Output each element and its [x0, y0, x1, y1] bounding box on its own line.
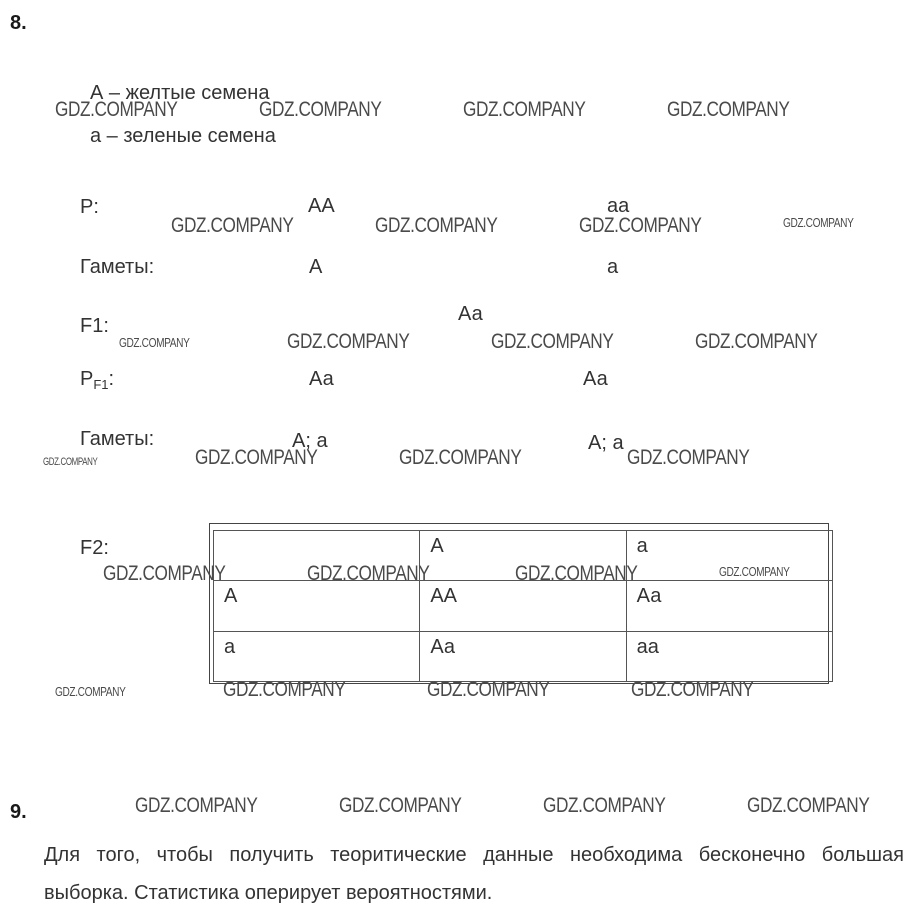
- watermark: GDZ.COMPANY: [223, 678, 346, 701]
- punnett-cell: а: [626, 531, 832, 581]
- gametes-2-right: А; а: [588, 432, 624, 454]
- punnett-square: [213, 530, 833, 682]
- watermark: GDZ.COMPANY: [55, 98, 178, 121]
- watermark: GDZ.COMPANY: [339, 794, 462, 817]
- f2-label: F2:: [80, 537, 109, 559]
- p-label: P:: [80, 196, 99, 218]
- watermark: GDZ.COMPANY: [399, 446, 522, 469]
- watermark: GDZ.COMPANY: [631, 678, 754, 701]
- punnett-cell: А: [214, 581, 420, 631]
- watermark: GDZ.COMPANY: [307, 562, 430, 585]
- watermark: GDZ.COMPANY: [695, 330, 818, 353]
- punnett-cell: а: [214, 631, 420, 681]
- task-9-answer: Для того, чтобы получить теоритические данные необходима бесконечно большая выборка. Статистика оперирует вероятностями.: [44, 844, 904, 904]
- punnett-row: [214, 581, 833, 631]
- pf1-label-main: P: [80, 368, 94, 390]
- punnett-cell: АА: [420, 581, 626, 631]
- watermark: GDZ.COMPANY: [579, 214, 702, 237]
- watermark: GDZ.COMPANY: [55, 684, 126, 699]
- watermark: GDZ.COMPANY: [747, 794, 870, 817]
- watermark: GDZ.COMPANY: [427, 678, 550, 701]
- gametes-2-left: А; а: [292, 430, 328, 452]
- watermark: GDZ.COMPANY: [195, 446, 318, 469]
- watermark: GDZ.COMPANY: [463, 98, 586, 121]
- watermark: GDZ.COMPANY: [171, 214, 294, 237]
- f1-genotype: Аа: [458, 303, 483, 325]
- pf1-right-genotype: Аа: [583, 368, 608, 390]
- watermark: GDZ.COMPANY: [375, 214, 498, 237]
- watermark: GDZ.COMPANY: [491, 330, 614, 353]
- gametes-1-label: Гаметы:: [80, 256, 155, 278]
- watermark: GDZ.COMPANY: [515, 562, 638, 585]
- watermark: GDZ.COMPANY: [43, 456, 98, 468]
- watermark: GDZ.COMPANY: [543, 794, 666, 817]
- watermark: GDZ.COMPANY: [135, 794, 258, 817]
- watermark: GDZ.COMPANY: [783, 215, 854, 230]
- p-right-genotype: аа: [607, 195, 630, 217]
- watermark: GDZ.COMPANY: [667, 98, 790, 121]
- punnett-cell: А: [420, 531, 626, 581]
- punnett-row: [214, 631, 833, 681]
- watermark: GDZ.COMPANY: [259, 98, 382, 121]
- legend-recessive: а – зеленые семена: [90, 125, 276, 147]
- punnett-cell: Аа: [420, 631, 626, 681]
- f1-label: F1:: [80, 315, 109, 337]
- gametes-1-left: А: [309, 256, 323, 278]
- p-left-genotype: АА: [308, 195, 335, 217]
- task-8-number: 8.: [10, 12, 27, 34]
- task-9-number: 9.: [10, 801, 27, 823]
- gametes-1-right: а: [607, 256, 619, 278]
- watermark: GDZ.COMPANY: [119, 335, 190, 350]
- watermark: GDZ.COMPANY: [627, 446, 750, 469]
- pf1-label-colon: :: [108, 368, 115, 390]
- watermark: GDZ.COMPANY: [719, 564, 790, 579]
- pf1-label: [80, 368, 114, 392]
- pf1-label-sub: F1: [93, 377, 109, 392]
- punnett-cell: Аа: [626, 581, 832, 631]
- legend-dominant: А – желтые семена: [90, 82, 270, 104]
- punnett-cell: аа: [626, 631, 832, 681]
- gametes-2-label: Гаметы:: [80, 428, 155, 450]
- pf1-left-genotype: Аа: [309, 368, 334, 390]
- watermark: GDZ.COMPANY: [103, 562, 226, 585]
- watermark: GDZ.COMPANY: [287, 330, 410, 353]
